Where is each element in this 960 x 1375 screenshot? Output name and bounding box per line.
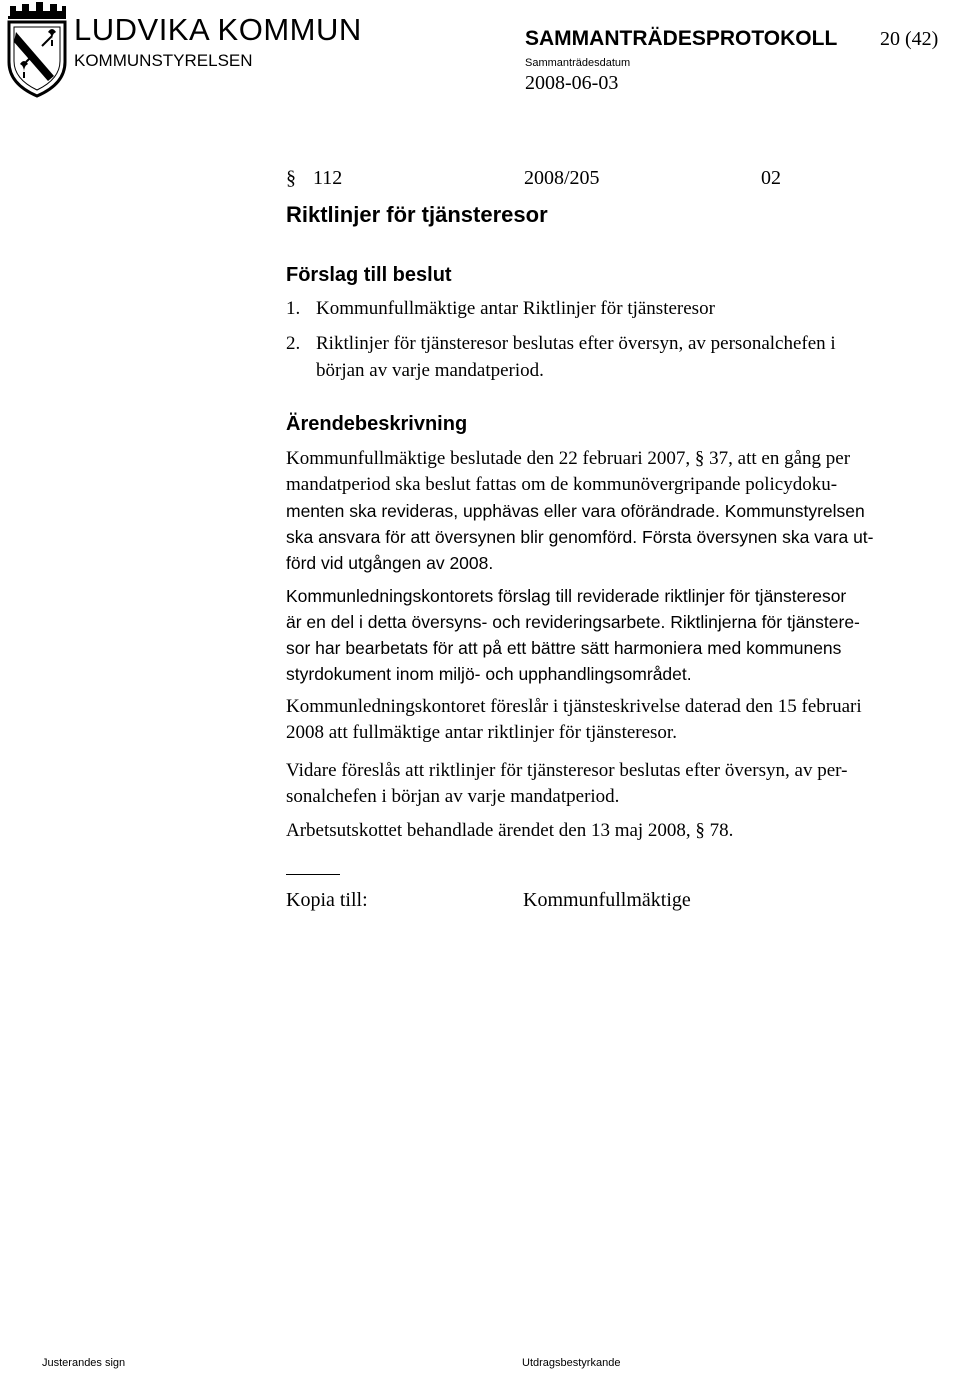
document-title: SAMMANTRÄDESPROTOKOLL <box>525 27 838 50</box>
description-heading: Ärendebeskrivning <box>286 413 468 435</box>
section-symbol: § <box>286 167 296 189</box>
divider <box>286 874 340 875</box>
organization-name: LUDVIKA KOMMUN <box>74 12 362 47</box>
footer-certified-extract-label: Utdragsbestyrkande <box>522 1357 621 1369</box>
description-paragraph <box>286 446 956 576</box>
case-title: Riktlinjer för tjänsteresor <box>286 202 548 227</box>
coat-of-arms-icon <box>4 2 68 98</box>
proposal-item-text: Riktlinjer för tjänsteresor beslutas efter översyn, av personalchefen i <box>316 333 836 354</box>
proposal-item-text: Kommunfullmäktige antar Riktlinjer för tjänsteresor <box>316 298 715 319</box>
paragraph-line: Vidare föreslås att riktlinjer för tjänsteresor beslutas efter översyn, av per- <box>286 760 848 781</box>
footer-adjuster-signature-label: Justerandes sign <box>42 1357 126 1369</box>
paragraph-line: ska ansvara för att översynen blir genomförd. Första översynen ska vara ut- <box>286 527 874 547</box>
proposal-item-number: 1. <box>286 298 301 319</box>
case-number: 112 <box>313 167 343 189</box>
paragraph-line: Kommunfullmäktige beslutade den 22 februari 2007, § 37, att en gång per <box>286 448 851 469</box>
description-paragraph <box>286 758 956 810</box>
paragraph-line: Arbetsutskottet behandlade ärendet den 13 maj 2008, § 78. <box>286 820 734 841</box>
description-paragraph <box>286 694 956 746</box>
paragraph-line: styrdokument inom miljö- och upphandlingsområdet. <box>286 664 692 684</box>
paragraph-line: 2008 att fullmäktige antar riktlinjer för tjänsteresor. <box>286 722 677 743</box>
organization-department: KOMMUNSTYRELSEN <box>74 51 253 70</box>
description-paragraph <box>286 583 956 687</box>
paragraph-line: mandatperiod ska beslut fattas om de kommunövergripande policydoku- <box>286 474 838 495</box>
meeting-date: 2008-06-03 <box>525 72 619 94</box>
proposal-item-continuation: början av varje mandatperiod. <box>316 360 544 381</box>
proposal-heading: Förslag till beslut <box>286 264 452 286</box>
paragraph-line: sor har bearbetats för att på ett bättre sätt harmoniera med kommunens <box>286 638 842 658</box>
copy-to-label: Kopia till: <box>286 889 368 911</box>
proposal-item <box>286 330 836 357</box>
paragraph-line: Kommunledningskontorets förslag till reviderade riktlinjer för tjänsteresor <box>286 586 847 606</box>
paragraph-line: Kommunledningskontoret föreslår i tjänsteskrivelse daterad den 15 februari <box>286 696 862 717</box>
paragraph-line: förd vid utgången av 2008. <box>286 553 494 573</box>
proposal-item <box>286 295 715 322</box>
page-number: 20 (42) <box>880 28 939 50</box>
paragraph-line: sonalchefen i början av varje mandatperiod. <box>286 786 620 807</box>
paragraph-line: menten ska revideras, upphävas eller vara oförändrade. Kommunstyrelsen <box>286 501 865 521</box>
description-paragraph <box>286 818 956 844</box>
copy-to-recipient: Kommunfullmäktige <box>523 889 691 911</box>
case-code: 02 <box>761 167 781 189</box>
proposal-item-number: 2. <box>286 333 301 354</box>
diary-number: 2008/205 <box>524 167 600 189</box>
meeting-date-label: Sammanträdesdatum <box>525 57 631 69</box>
paragraph-line: är en del i detta översyns- och revideringsarbete. Riktlinjerna för tjänstere- <box>286 612 860 632</box>
